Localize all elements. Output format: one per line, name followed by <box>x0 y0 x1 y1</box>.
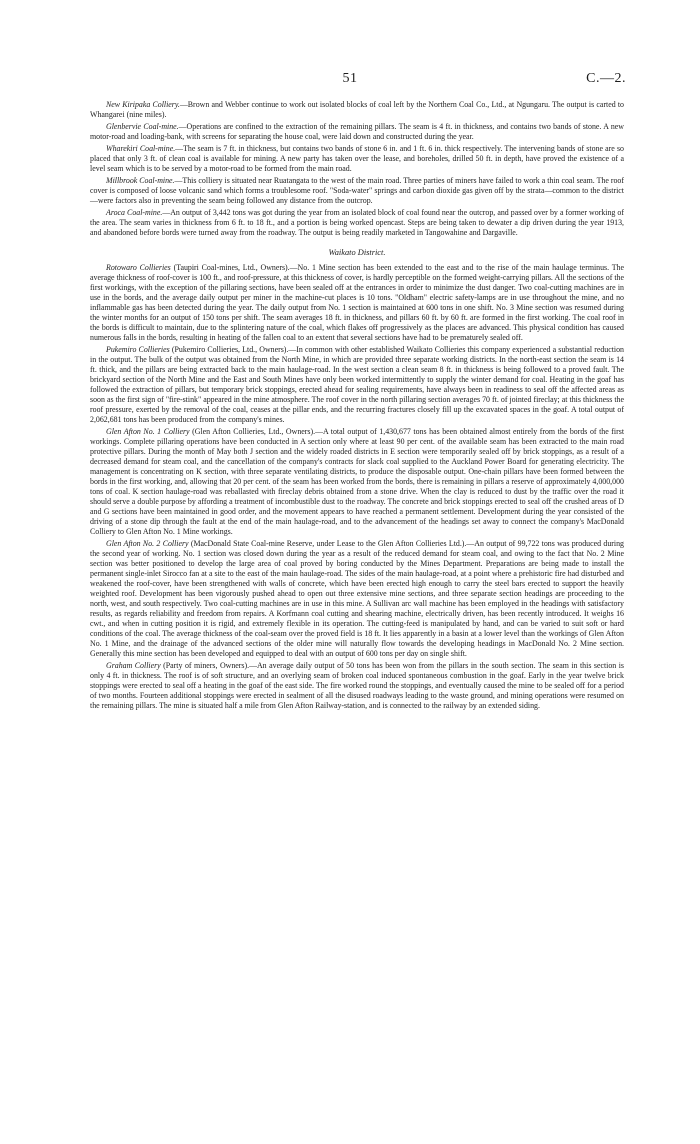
colliery-name: Millbrook Coal-mine. <box>106 176 175 185</box>
paragraph-text: —Operations are confined to the extraction of the remaining pillars. The seam is 4 ft. in thickness, and contains two bands of stone. A new motor-road and loading-bank, with screens for separating the house coal, were laid down and constructed during the year. <box>90 122 624 141</box>
paragraph-aroca <box>90 208 624 238</box>
colliery-name: Graham Colliery <box>106 661 161 670</box>
paragraph-text: (MacDonald State Coal-mine Reserve, under Lease to the Glen Afton Collieries Ltd.).—An output of 99,722 tons was produced during the second year of working. No. 1 section was closed down during the year as a result of the reduced demand for steam coal, and owing to the fact that No. 2 Mine section was better positioned to develop the large area of coal proved by boring conducted by the Mines Department. Preparations are being made to install the permanent single-inlet Sirocco fan at a site to the east of the main haulage-road. The sides of the main haulage-road, at a point where a prehistoric fire had disturbed and weakened the roof-cover, have been strengthened with walls of concrete, which have been erected high enough to carry the steel bars erected to support the heavily weighted roof. Development has been vigorously pushed ahead to open out three extensive mine sections, and three separate section headings are proceeding to the north, west, and south respectively. Two coal-cutting machines are in use in this mine. A Sullivan arc wall machine has been employed in the headings with satisfactory results, as regards reliability and freedom from repairs. A Korfmann coal cutting and shearing machine, electrically driven, has been recently introduced. It weighs 16 cwt., and when in cutting position it is rigid, and extremely flexible in its operation. The cutting-feed is manipulated by hand, and can be varied to suit soft or hard conditions of the coal. The average thickness of the coal-seam over the proved field is 18 ft. It lies apparently in a basin at a lower level than the workings of Glen Afton No. 1 Mine, and the drainage of the advanced sections of the older mine will naturally flow towards the developing headings in MacDonald No. 2 Mine section. Generally this mine section has been developed and equipped to deal with an output of 600 tons per day on single shift. <box>90 539 624 658</box>
paragraph-glen-afton-2 <box>90 539 624 659</box>
paragraph-millbrook <box>90 176 624 206</box>
paragraph-glenbervie <box>90 122 624 142</box>
paragraph-text: —An output of 3,442 tons was got during the year from an isolated block of coal found near the outcrop, and passed over by a former working of the area. The seam varies in thickness from 6 ft. to 18 ft., and a portion is being worked opencast. Steps are being taken to dewater a dip driven during the year 1913, and abandoned before bords were turned away from the roadway. The output is being readily marketed in Tangowahine and Dargaville. <box>90 208 624 237</box>
paragraph-text: —The seam is 7 ft. in thickness, but contains two bands of stone 6 in. and 1 ft. 6 in. thick respectively. The intervening bands of stone are so placed that only 3 ft. of clean coal is available for mining. A new party has taken over the lease, and boreholes, drilled 50 ft. in depth, have proved the existence of a level seam which is to be served by a motor-road to be formed from the main road. <box>90 144 624 173</box>
colliery-name: Glen Afton No. 1 Colliery <box>106 427 190 436</box>
paragraph-rotowaro <box>90 263 624 343</box>
paragraph-text: —This colliery is situated near Ruatangata to the west of the main road. Three parties of miners have failed to work a thin coal seam. The roof cover is composed of loose volcanic sand which forms a troublesome roof. "Soda-water" springs and carbon dioxide gas given off by the strata—common to the district—were factors also in preventing the seam being followed any distance from the outcrop. <box>90 176 624 205</box>
paragraph-glen-afton-1 <box>90 427 624 537</box>
paragraph-text: (Party of miners, Owners).—An average daily output of 50 tons has been won from the pillars in the south section. The seam in this section is only 4 ft. in thickness. The roof is of soft structure, and an overlying seam of broken coal induced spontaneous combustion in the goaf. Early in the year twelve brick stoppings were erected to seal off a heating in the goaf of the east side. The fire worked round the stoppings, and eventually caused the mine to be sealed off for a period of two months. Fourteen additional stoppings were erected in sealment of all the disused roadways leading to the waste ground, and mining operations were resumed on the remaining pillars. The mine is situated half a mile from Glen Afton Railway-station, and is connected to the railway by an extended siding. <box>90 661 624 710</box>
paragraph-text: (Taupiri Coal-mines, Ltd., Owners).—No. 1 Mine section has been extended to the east and to the rise of the main haulage terminus. The average thickness of roof-cover is 100 ft., and roof-pressure, at this thickness of cover, is hardly perceptible on the formed weight-carrying pillars. All the sections of the first workings, with the exception of the pillaring sections, have been sealed off at the entrances in order to minimize the dust danger. Two coal-cutting machines are in use in the bords, and the average daily output per miner in the machine-cut places is 10 tons. "Oldham" electric safety-lamps are in use throughout the mine, and no inflammable gas has been detected during the year. The daily output from No. 1 section is maintained at 600 tons in one shift. No. 3 Mine section was resumed during the winter months for an output of 150 tons per shift. The seam averages 18 ft. in thickness, and pillars 60 ft. by 60 ft. are formed in the first working. The coal roof in the bords is difficult to maintain, due to the splintering nature of the coal, which flakes off progressively as the places are advanced. This physical condition has caused numerous falls in the bords, resulting in heating of the fallen coal to an extent that several sections have had to be prematurely sealed off. <box>90 263 625 342</box>
paragraph-graham <box>90 661 624 711</box>
colliery-name: New Kiripaka Colliery. <box>106 100 180 109</box>
paragraph-pukemiro <box>90 345 624 425</box>
document-body <box>90 100 624 713</box>
page-number: 51 <box>342 71 358 86</box>
paragraph-wharekiri <box>90 144 624 174</box>
colliery-name: Glen Afton No. 2 Colliery <box>106 539 189 548</box>
colliery-name: Wharekiri Coal-mine. <box>106 144 176 153</box>
paragraph-text: (Glen Afton Collieries, Ltd., Owners).—A total output of 1,430,677 tons has been obtained almost entirely from the bords of the first workings. Complete pillaring operations have been conducted in A section only where at least 90 per cent. of the available seam has been extracted to the main road protective pillars. During the month of May both J section and the widely roaded districts in E section were temporarily sealed off by brick stoppings, as a result of a decreased demand for steam coal, and the cancellation of the company's contracts for slack coal supplied to the Auckland Power Board for generating electricity. The management is concentrating on K section, with three separate ventilating districts, to produce the disposable output. One-chain pillars have been formed between the bords in the first working, and, allowing that 20 per cent. of the seam has been worked from the bords, there is remaining in pillars a reserve of approximately 4,000,000 tons of coal. K section haulage-road was reballasted with fireclay debris obtained from a stone drive. When the clay is reduced to dust by the traffic over the road it should serve a double purpose by affording a treatment of incombustible dust to the roadway. The concrete and brick stoppings erected to seal off the crushed areas of D and G sections have been maintained in good order, and the movement appears to have reached a permanent settlement. Development during the year consisted of the driving of a stone dip through the fault at the end of the main haulage-road, and to the advancement of the headings set away to connect the company's MacDonald Colliery to Glen Afton No. 1 Mine workings. <box>90 427 625 536</box>
paragraph-new-kiripaka <box>90 100 624 120</box>
paragraph-text: (Pukemiro Collieries, Ltd., Owners).—In common with other established Waikato Collieries this company experienced a substantial reduction in the output. The bulk of the output was obtained from the North Mine, in which are provided three separate working districts. In the north-east section the seam is 14 ft. thick, and the pillars are being extracted back to the main haulage-road. In the west section a clean seam 8 ft. in thickness is being followed to a proved fault. The brickyard section of the North Mine and the East and South Mines have only been worked intermittently to supply the winter demand for coal. Heating in the goaf has followed the extraction of pillars, but temporary brick stoppings, erected ahead for sealing requirements, have always been in readiness to seal off the affected areas as soon as the first sign of "fire-stink" appeared in the mine atmosphere. The roof cover in the north pillaring section averages 70 ft. of jointed fireclay; at this thickness the roof pressure, exerted by the removal of the coal, ceases at the pillar ends, and the recurring fractures closely fill up the excavated spaces in the goaf. A total output of 2,062,681 tons has been produced from the company's mines. <box>90 345 624 424</box>
colliery-name: Aroca Coal-mine. <box>106 208 163 217</box>
section-heading-waikato: Waikato District. <box>328 248 386 257</box>
paragraph-text: —Brown and Webber continue to work out isolated blocks of coal left by the Northern Coal Co., Ltd., at Ngungaru. The output is carted to Whangarei (nine miles). <box>90 100 624 119</box>
colliery-name: Pukemiro Collieries <box>106 345 170 354</box>
page-reference: C.—2. <box>586 71 626 86</box>
colliery-name: Glenbervie Coal-mine. <box>106 122 179 131</box>
colliery-name: Rotowaro Collieries <box>106 263 171 272</box>
